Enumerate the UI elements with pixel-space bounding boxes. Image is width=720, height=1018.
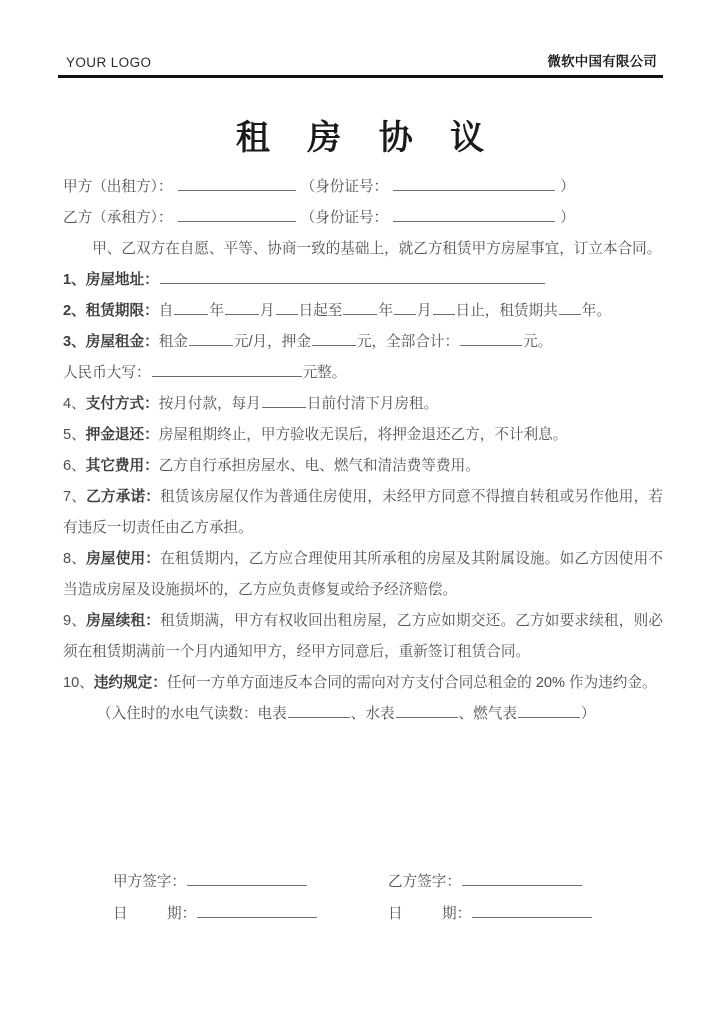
clause-2-start-day-blank[interactable] — [276, 299, 298, 315]
clause-3-rent — [63, 327, 663, 358]
clause-1-house-address — [63, 265, 663, 296]
clause-2-total-years-blank[interactable] — [559, 299, 581, 315]
clause-7-title: 乙方承诺： — [86, 489, 161, 505]
clause-2-start-month-blank[interactable] — [225, 299, 259, 315]
clause-1-number: 1、 — [63, 272, 86, 288]
intro-paragraph: 甲、乙双方在自愿、平等、协商一致的基础上，就乙方租赁甲方房屋事宜，订立本合同。 — [92, 241, 662, 257]
meter-readings-close: ） — [580, 706, 596, 722]
clause-4-title: 支付方式： — [85, 396, 159, 412]
clause-3-text-3: 元，全部合计： — [356, 334, 460, 350]
clause-10-breach-terms — [63, 668, 663, 699]
clause-9-title: 房屋续租： — [86, 613, 161, 629]
clause-2-lease-term — [63, 296, 663, 327]
header-company-name: 微软中国有限公司 — [547, 54, 657, 69]
clause-2-text-3: 月 — [259, 303, 275, 319]
party-b-signature-cell — [388, 866, 583, 898]
rmb-in-words-suffix: 元整。 — [302, 365, 347, 381]
clause-8-number: 8、 — [63, 551, 87, 567]
clause-8-house-use — [63, 544, 663, 606]
clause-6-number: 6、 — [63, 458, 86, 474]
page-title: 租 房 协 议 — [235, 119, 499, 157]
party-a-name-blank[interactable] — [178, 175, 296, 191]
clause-4-pay-day-blank[interactable] — [262, 392, 306, 408]
document-header — [58, 50, 663, 78]
party-b-label: 乙方（承租方）： — [63, 210, 173, 226]
clause-7-number: 7、 — [63, 489, 87, 505]
party-b-name-blank[interactable] — [178, 206, 296, 222]
party-a-id-label: （身份证号： — [300, 179, 389, 195]
clause-7-party-b-commitment — [63, 482, 663, 544]
party-a-date-label-char: 日 — [113, 906, 150, 922]
rmb-in-words-line — [63, 358, 663, 389]
signature-row — [63, 866, 663, 898]
party-a-date-cell — [113, 898, 388, 930]
clause-5-body: 房屋租期终止，甲方验收无误后，将押金退还乙方，不计利息。 — [158, 427, 568, 443]
clause-3-text-2: 元/月，押金 — [233, 334, 311, 350]
water-meter-blank[interactable] — [396, 702, 458, 718]
logo-placeholder: YOUR LOGO — [66, 55, 152, 70]
clause-4-number: 4、 — [63, 396, 86, 412]
header-row — [58, 50, 663, 75]
header-divider-rule — [58, 75, 663, 78]
clause-5-number: 5、 — [63, 427, 86, 443]
clause-3-text-1: 租金 — [158, 334, 188, 350]
clause-3-number: 3、 — [63, 334, 86, 350]
clause-9-number: 9、 — [63, 613, 87, 629]
signature-block — [63, 866, 663, 930]
party-b-signature-label: 乙方签字： — [388, 874, 461, 890]
electricity-meter-blank[interactable] — [288, 702, 350, 718]
party-a-id-blank[interactable] — [393, 175, 555, 191]
party-b-date-label: 期： — [442, 906, 472, 922]
clause-2-text-1: 自 — [158, 303, 174, 319]
rmb-in-words-label: 人民币大写： — [63, 365, 151, 381]
clause-7-body: 租赁该房屋仅作为普通住房使用，未经甲方同意不得擅自转租或另作他用，若有违反一切责任由乙方承担。 — [63, 489, 663, 536]
clause-2-end-day-blank[interactable] — [433, 299, 455, 315]
clause-3-total-blank[interactable] — [460, 330, 522, 346]
meter-readings-open: （入住时的水电气读数：电表 — [97, 706, 287, 722]
party-b-id-close: ） — [560, 210, 575, 226]
party-a-signature-label: 甲方签字： — [113, 874, 186, 890]
clause-2-start-year-blank[interactable] — [174, 299, 208, 315]
clause-8-title: 房屋使用： — [86, 551, 161, 567]
clause-10-body: 任何一方单方面违反本合同的需向对方支付合同总租金的 20% 作为违约金。 — [166, 675, 657, 691]
gas-meter-blank[interactable] — [518, 702, 580, 718]
meter-readings-line — [63, 699, 663, 730]
document-body — [63, 172, 663, 730]
clause-2-number: 2、 — [63, 303, 86, 319]
clause-6-title: 其它费用： — [85, 458, 159, 474]
party-b-id-label: （身份证号： — [300, 210, 389, 226]
clause-2-text-5: 年 — [378, 303, 393, 319]
party-b-date-cell — [388, 898, 593, 930]
clause-3-rent-amount-blank[interactable] — [189, 330, 233, 346]
party-a-date-label: 期： — [167, 906, 197, 922]
rmb-in-words-blank[interactable] — [152, 361, 302, 377]
clause-2-text-2: 年 — [209, 303, 224, 319]
party-b-signature-blank[interactable] — [462, 870, 582, 886]
clause-5-title: 押金退还： — [85, 427, 159, 443]
clause-8-body: 在租赁期内，乙方应合理使用其所承租的房屋及其附属设施。如乙方因使用不当造成房屋及设施损坏的，乙方应负责修复或给予经济赔偿。 — [63, 551, 663, 598]
party-b-line — [63, 203, 663, 234]
clause-10-title: 违约规定： — [93, 675, 167, 691]
clause-4-text-1: 按月付款，每月 — [158, 396, 261, 412]
clause-2-text-6: 月 — [416, 303, 432, 319]
meter-readings-text-2: 、燃气表 — [458, 706, 517, 722]
clause-9-lease-renewal — [63, 606, 663, 668]
clause-2-title: 租赁期限： — [85, 303, 159, 319]
clause-2-end-month-blank[interactable] — [394, 299, 416, 315]
clause-2-text-7: 日止，租赁期共 — [455, 303, 558, 319]
clause-4-payment-method — [63, 389, 663, 420]
clause-10-number: 10、 — [63, 675, 94, 691]
party-a-signature-cell — [113, 866, 388, 898]
clause-6-other-fees — [63, 451, 663, 482]
party-a-signature-blank[interactable] — [187, 870, 307, 886]
clause-4-text-2: 日前付清下月房租。 — [306, 396, 439, 412]
clause-9-body: 租赁期满，甲方有权收回出租房屋，乙方应如期交还。乙方如要求续租，则必须在租赁期满前一个月内通知甲方，经甲方同意后，重新签订租赁合同。 — [63, 613, 663, 660]
clause-5-deposit-refund — [63, 420, 663, 451]
clause-3-title: 房屋租金： — [85, 334, 159, 350]
clause-2-text-8: 年。 — [581, 303, 611, 319]
clause-1-title: 房屋地址： — [85, 272, 159, 288]
clause-3-text-4: 元。 — [523, 334, 553, 350]
clause-6-body: 乙方自行承担房屋水、电、燃气和清洁费等费用。 — [158, 458, 480, 474]
party-b-date-blank[interactable] — [472, 902, 592, 918]
clause-3-deposit-blank[interactable] — [312, 330, 356, 346]
party-a-date-blank[interactable] — [197, 902, 317, 918]
meter-readings-text-1: 、水表 — [350, 706, 395, 722]
party-a-id-close: ） — [560, 179, 575, 195]
date-row — [63, 898, 663, 930]
clause-2-end-year-blank[interactable] — [343, 299, 377, 315]
party-b-date-label-char: 日 — [388, 906, 425, 922]
party-a-line — [63, 172, 663, 203]
party-a-label: 甲方（出租方）： — [63, 179, 173, 195]
clause-2-text-4: 日起至 — [298, 303, 343, 319]
party-b-id-blank[interactable] — [393, 206, 555, 222]
clause-1-address-blank[interactable] — [160, 268, 545, 284]
